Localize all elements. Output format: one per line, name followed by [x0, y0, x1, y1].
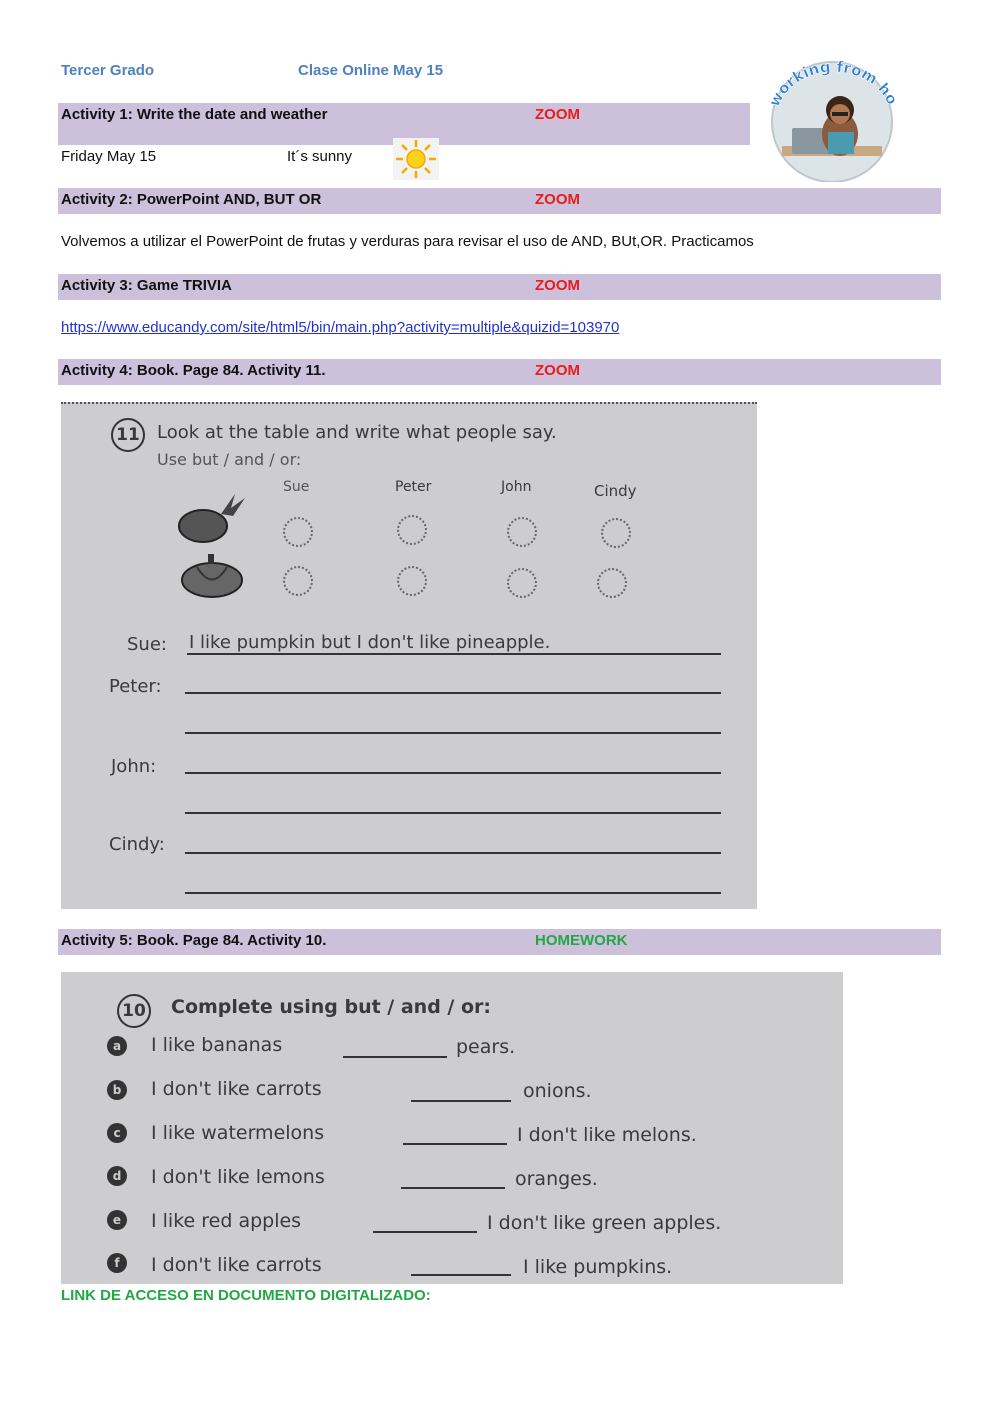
item-c-marker: c — [107, 1123, 127, 1143]
activity5-bar — [58, 929, 941, 955]
face-cindy-pumpkin — [597, 568, 627, 598]
person-peter: Peter — [395, 479, 432, 495]
item-a-right: pears. — [456, 1036, 516, 1058]
item-e-marker: e — [107, 1210, 127, 1230]
item-f-left: I don't like carrots — [151, 1254, 322, 1276]
item-f-right: I like pumpkins. — [523, 1256, 673, 1278]
footer-link-label: LINK DE ACCESO EN DOCUMENTO DIGITALIZADO: — [61, 1287, 431, 1304]
worksheet-10-number: 10 — [117, 994, 151, 1028]
activity4-title: Activity 4: Book. Page 84. Activity 11. — [61, 362, 326, 379]
item-e-left: I like red apples — [151, 1210, 302, 1232]
item-a-marker: a — [107, 1036, 127, 1056]
row-sue-name: Sue: — [127, 634, 167, 655]
face-sue-pineapple — [283, 517, 313, 547]
face-cindy-pineapple — [601, 518, 631, 548]
person-sue: Sue — [283, 479, 310, 495]
item-d-left: I don't like lemons — [151, 1166, 325, 1188]
activity2-body: Volvemos a utilizar el PowerPoint de frutas y verduras para revisar el uso de AND, BUt,OR. Practicamos — [61, 233, 754, 250]
face-peter-pumpkin — [397, 566, 427, 596]
activity1-date: Friday May 15 — [61, 148, 157, 165]
item-b-left: I don't like carrots — [151, 1078, 322, 1100]
row-peter-name: Peter: — [109, 676, 162, 697]
grade-label: Tercer Grado — [61, 62, 155, 79]
item-d-marker: d — [107, 1166, 127, 1186]
face-john-pineapple — [507, 517, 537, 547]
row-john-name: John: — [111, 756, 157, 777]
person-john: John — [501, 479, 532, 495]
pineapple-icon — [173, 488, 249, 548]
activity4-tag: ZOOM — [535, 362, 580, 379]
worksheet-11 — [61, 402, 757, 909]
activity3-tag: ZOOM — [535, 277, 580, 294]
activity4-bar — [58, 359, 941, 385]
class-title: Clase Online May 15 — [298, 62, 444, 79]
activity2-tag: ZOOM — [535, 191, 580, 208]
activity3-title: Activity 3: Game TRIVIA — [61, 277, 232, 294]
pumpkin-icon — [177, 552, 247, 600]
item-b-right: onions. — [523, 1080, 592, 1102]
activity3-bar — [58, 274, 941, 300]
face-sue-pumpkin — [283, 566, 313, 596]
working-from-home-badge — [762, 46, 902, 182]
row-cindy-name: Cindy: — [109, 834, 165, 855]
activity2-title: Activity 2: PowerPoint AND, BUT OR — [61, 191, 322, 208]
activity5-title: Activity 5: Book. Page 84. Activity 10. — [61, 932, 327, 949]
item-f-marker: f — [107, 1253, 127, 1273]
sun-icon — [393, 138, 439, 180]
activity5-tag: HOMEWORK — [535, 932, 628, 949]
worksheet-11-instruction: Look at the table and write what people say. — [157, 422, 557, 443]
activity2-bar — [58, 188, 941, 214]
item-c-left: I like watermelons — [151, 1122, 325, 1144]
worksheet-10-instruction: Complete using but / and / or: — [171, 996, 491, 1018]
item-c-right: I don't like melons. — [517, 1124, 697, 1146]
row-sue-answer: I like pumpkin but I don't like pineapple. — [189, 632, 551, 653]
badge-text: working from ho — [765, 57, 902, 110]
activity1-weather: It´s sunny — [287, 148, 353, 165]
face-john-pumpkin — [507, 568, 537, 598]
person-cindy: Cindy — [594, 482, 637, 500]
item-b-marker: b — [107, 1080, 127, 1100]
activity1-tag: ZOOM — [535, 106, 580, 123]
item-e-right: I don't like green apples. — [487, 1212, 722, 1234]
worksheet-10 — [61, 972, 843, 1284]
trivia-game-link[interactable]: https://www.educandy.com/site/html5/bin/main.php?activity=multiple&quizid=103970 — [61, 319, 620, 336]
item-d-right: oranges. — [515, 1168, 598, 1190]
worksheet-11-use: Use but / and / or: — [157, 450, 302, 469]
item-a-left: I like bananas — [151, 1034, 283, 1056]
face-peter-pineapple — [397, 515, 427, 545]
worksheet-11-number: 11 — [111, 418, 145, 452]
activity1-title: Activity 1: Write the date and weather — [61, 106, 328, 123]
